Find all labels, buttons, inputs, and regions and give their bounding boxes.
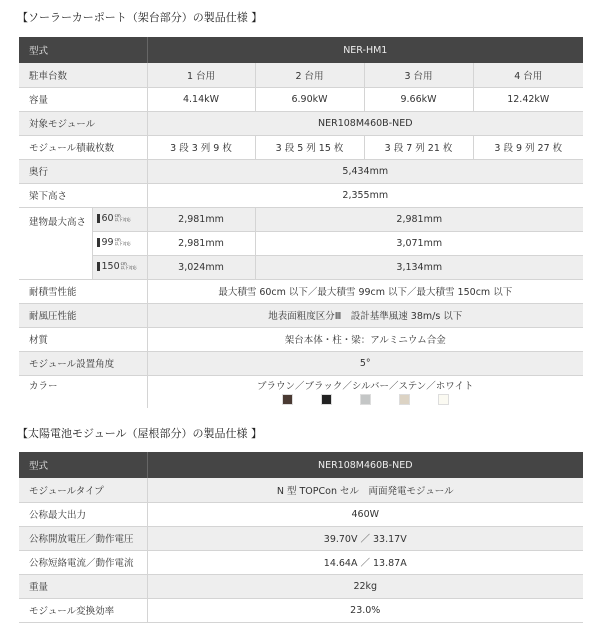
- snow-icon: [97, 214, 100, 223]
- row-label: 材質: [19, 327, 147, 351]
- cell: 2 台用: [255, 63, 364, 87]
- row-label: 公称短絡電流／動作電流: [19, 550, 147, 574]
- row-label: 公称開放電圧／動作電圧: [19, 526, 147, 550]
- table-row: [19, 502, 583, 526]
- table-row: [19, 231, 583, 255]
- table-row: [19, 550, 583, 574]
- color-swatch: [360, 394, 371, 405]
- cell: 4 台用: [473, 63, 583, 87]
- cell: N 型 TOPCon セル 両面発電モジュール: [147, 478, 583, 502]
- cell: NER108M460B-NED: [147, 111, 583, 135]
- row-label: 梁下高さ: [19, 183, 147, 207]
- row-label: 耐風圧性能: [19, 303, 147, 327]
- panel-spec-title: 【太陽電池モジュール（屋根部分）の製品仕様 】: [17, 427, 263, 440]
- color-swatch: [282, 394, 293, 405]
- row-label: 奥行: [19, 159, 147, 183]
- note: 以下対応: [114, 241, 131, 246]
- color-swatch: [399, 394, 410, 405]
- cell: 3 段 5 列 15 枚: [255, 135, 364, 159]
- color-swatches: [152, 392, 580, 408]
- model-value: NER-HM1: [147, 37, 583, 63]
- cell: 12.42kW: [473, 87, 583, 111]
- snow-load-cell: [92, 231, 147, 255]
- table-row: [19, 37, 583, 63]
- cell: 3 台用: [364, 63, 473, 87]
- cell: 39.70V ／ 33.17V: [147, 526, 583, 550]
- carport-spec-table: [19, 37, 583, 408]
- cell: 地表面粗度区分Ⅲ 設計基準風速 38m/s 以下: [147, 303, 583, 327]
- table-row: [19, 63, 583, 87]
- cell: 3,134mm: [255, 255, 583, 279]
- cell: 3 段 7 列 21 枚: [364, 135, 473, 159]
- cell: 最大積雪 60cm 以下／最大積雪 99cm 以下／最大積雪 150cm 以下: [147, 279, 583, 303]
- cell: 3 段 9 列 27 枚: [473, 135, 583, 159]
- panel-spec-table: [19, 452, 583, 623]
- table-row: [19, 111, 583, 135]
- table-row: [19, 351, 583, 375]
- snow-depth: 60: [101, 212, 114, 224]
- cell: 2,981mm: [147, 207, 255, 231]
- row-label: モジュール変換効率: [19, 598, 147, 622]
- table-row: [19, 574, 583, 598]
- snow-icon: [97, 262, 100, 271]
- cell: 23.0%: [147, 598, 583, 622]
- row-label: 耐積雪性能: [19, 279, 147, 303]
- model-label: 型式: [19, 37, 147, 63]
- table-row: [19, 327, 583, 351]
- cell: 1 台用: [147, 63, 255, 87]
- note: 以下対応: [114, 217, 131, 222]
- cell: 2,981mm: [147, 231, 255, 255]
- row-label: モジュール設置角度: [19, 351, 147, 375]
- unit: cm: [120, 261, 127, 266]
- cell: 9.66kW: [364, 87, 473, 111]
- row-label: 公称最大出力: [19, 502, 147, 526]
- cell: 2,355mm: [147, 183, 583, 207]
- model-value: NER108M460B-NED: [147, 452, 583, 478]
- color-swatch: [438, 394, 449, 405]
- snow-depth: 99: [101, 236, 114, 248]
- cell: 14.64A ／ 13.87A: [147, 550, 583, 574]
- carport-spec-title: 【ソーラーカーポート（架台部分）の製品仕様 】: [17, 11, 263, 24]
- snow-icon: [97, 238, 100, 247]
- table-row: [19, 255, 583, 279]
- table-row: [19, 279, 583, 303]
- table-row: [19, 303, 583, 327]
- row-label: 対象モジュール: [19, 111, 147, 135]
- snow-depth: 150: [101, 260, 120, 272]
- cell: 5°: [147, 351, 583, 375]
- color-cell: [147, 375, 583, 408]
- table-row: [19, 452, 583, 478]
- model-label: 型式: [19, 452, 147, 478]
- row-label: 建物最大高さ: [19, 207, 92, 279]
- color-swatch: [321, 394, 332, 405]
- table-row: [19, 87, 583, 111]
- cell: 架台本体・柱・梁：アルミニウム合金: [147, 327, 583, 351]
- cell: 22kg: [147, 574, 583, 598]
- note: 以下対応: [120, 265, 137, 270]
- color-names: ブラウン／ブラック／シルバー／ステン／ホワイト: [257, 380, 474, 392]
- table-row: [19, 159, 583, 183]
- row-label: 駐車台数: [19, 63, 147, 87]
- cell: 3 段 3 列 9 枚: [147, 135, 255, 159]
- cell: 6.90kW: [255, 87, 364, 111]
- snow-load-cell: [92, 207, 147, 231]
- row-label: 重量: [19, 574, 147, 598]
- unit: cm: [114, 213, 121, 218]
- cell: 4.14kW: [147, 87, 255, 111]
- cell: 2,981mm: [255, 207, 583, 231]
- cell: 460W: [147, 502, 583, 526]
- unit: cm: [114, 237, 121, 242]
- snow-load-cell: [92, 255, 147, 279]
- table-row: [19, 526, 583, 550]
- cell: 3,024mm: [147, 255, 255, 279]
- cell: 5,434mm: [147, 159, 583, 183]
- row-label: モジュール積載枚数: [19, 135, 147, 159]
- table-row: [19, 478, 583, 502]
- table-row: [19, 183, 583, 207]
- cell: 3,071mm: [255, 231, 583, 255]
- row-label: カラー: [29, 380, 58, 392]
- table-row: [19, 207, 583, 231]
- row-label: モジュールタイプ: [19, 478, 147, 502]
- table-row: [19, 598, 583, 622]
- table-row: [19, 375, 583, 408]
- table-row: [19, 135, 583, 159]
- row-label: 容量: [19, 87, 147, 111]
